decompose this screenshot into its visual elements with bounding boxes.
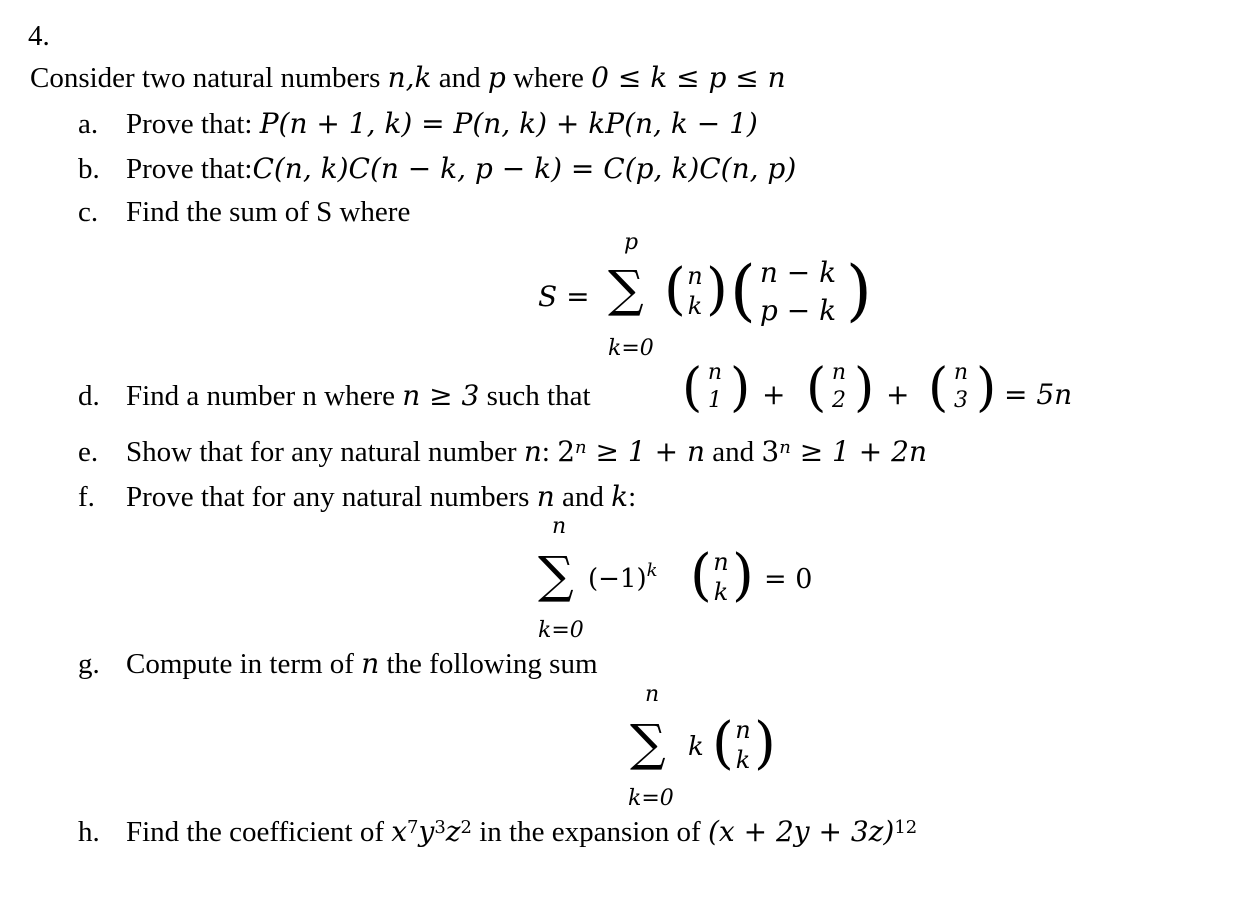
part-b-math: C(n, k)C(n − k, p − k) = C(p, k)C(n, p) [252,152,797,185]
inequality-1: ≥ 1 + n [586,435,705,468]
part-d-text1: Find a number n where [126,380,403,412]
sum-g-upper: n [645,682,660,707]
paren-right: ) [846,252,872,329]
binom-n: n [707,360,723,385]
sum-s-lower: k=0 [608,336,654,361]
part-f-n: n [536,480,555,513]
part-f-colon: : [628,481,637,513]
paren-left: ( [682,358,703,418]
binom-top: n [735,716,751,744]
binom-3: 3 [954,388,968,413]
problem-number: 4. [28,20,50,52]
binom2-bottom: p − k [759,294,837,327]
part-g-text2: the following sum [379,648,598,680]
part-c-text: Find the sum of S where [126,196,411,228]
paren-right: ) [730,358,751,418]
minus-one: (−1) [588,564,647,594]
paren-left: ( [730,252,756,329]
part-d-label: d. [78,380,100,412]
sigma-icon: ∑ [608,260,644,318]
paren-left: ( [712,711,734,776]
var-z: z [445,815,461,848]
part-h [78,814,917,850]
exponent-n: n [779,437,791,458]
part-b-text: Prove that: [126,153,253,185]
var-x: x [391,815,408,848]
part-d-condition: n ≥ 3 [402,379,480,412]
sum-s-upper: p [624,230,639,255]
binom-n: n [831,360,847,385]
sigma-icon: ∑ [630,714,666,772]
paren-left: ( [690,543,712,608]
part-g [78,646,598,682]
power-base-3: 3 [761,435,780,468]
intro-where: where [505,62,592,94]
paren-left: ( [806,358,827,418]
part-e-n: n [523,435,542,468]
binom-2: 2 [832,388,846,413]
part-c [78,194,410,230]
expansion-exp: 12 [894,817,918,838]
part-f-and: and [554,481,612,513]
part-f-k: k [611,480,629,513]
part-g-text1: Compute in term of [126,648,362,680]
intro-line [30,60,786,96]
intro-text: Consider two natural numbers [30,62,388,94]
part-e-and: and [705,436,762,468]
intro-vars: n,k [387,61,432,94]
part-e-colon: : [541,436,558,468]
binom1-top: n [687,262,703,290]
paren-right: ) [732,543,754,608]
expansion-expr: (x + 2y + 3z) [707,815,895,848]
sum-f-upper: n [552,514,567,539]
binom-n: n [953,360,969,385]
exp-z: 2 [460,817,472,838]
exp-y: 3 [434,817,446,838]
inequality-2: ≥ 1 + 2n [790,435,927,468]
binom1-bottom: k [687,292,703,320]
paren-left: ( [664,257,686,322]
part-b-label: b. [78,153,100,185]
paren-right: ) [976,358,997,418]
part-a-text: Prove that: [126,108,260,140]
sum-g-lower: k=0 [628,786,674,811]
part-e [78,434,927,470]
part-f-label: f. [78,481,95,513]
intro-and: and [431,62,488,94]
plus-sign: + [762,378,786,411]
part-a-math: P(n + 1, k) = P(n, k) + kP(n, k − 1) [259,107,758,140]
part-a-label: a. [78,108,99,140]
sum-f-lower: k=0 [538,618,584,643]
part-e-label: e. [78,436,99,468]
part-d-text2: such that [479,380,591,412]
exponent-n: n [575,437,587,458]
rhs-5n: = 5n [1004,378,1073,411]
power-base-2: 2 [557,435,576,468]
paren-right: ) [706,257,728,322]
binom-bottom: k [713,578,729,606]
sum-s-lhs: S = [538,280,590,313]
exp-x: 7 [407,817,419,838]
binom-1: 1 [708,388,722,413]
part-d [78,378,591,414]
plus-sign: + [886,378,910,411]
part-h-text1: Find the coefficient of [126,816,392,848]
paren-left: ( [928,358,949,418]
paren-right: ) [854,358,875,418]
part-e-text: Show that for any natural number [126,436,524,468]
sign-term [588,560,658,594]
sigma-icon: ∑ [538,546,574,604]
var-y: y [418,815,435,848]
part-h-text2: in the expansion of [471,816,708,848]
part-b [78,151,796,187]
factor-k: k [688,732,704,762]
part-f-text: Prove that for any natural numbers [126,481,537,513]
part-a [78,106,758,142]
binom2-top: n − k [759,256,837,289]
exponent-k: k [646,560,658,581]
part-g-label: g. [78,648,100,680]
part-h-label: h. [78,816,100,848]
part-c-label: c. [78,196,99,228]
rhs-zero: = 0 [764,564,813,595]
part-g-n: n [361,647,380,680]
paren-right: ) [754,711,776,776]
intro-condition: 0 ≤ k ≤ p ≤ n [591,61,786,94]
binom-bottom: k [735,746,751,774]
intro-p: p [487,61,506,94]
part-f [78,479,636,515]
binom-top: n [713,548,729,576]
